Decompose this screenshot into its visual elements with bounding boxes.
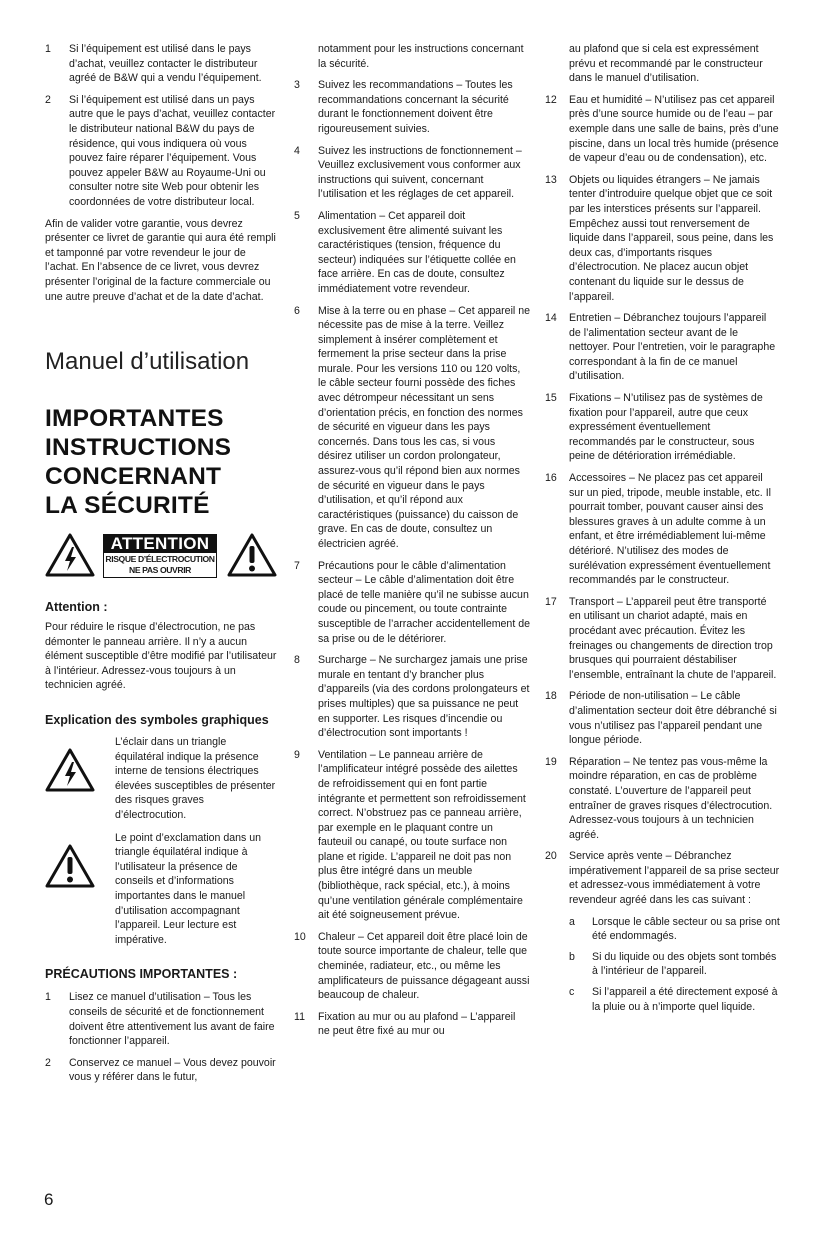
item-text: Alimentation – Cet appareil doit exclusivement être alimenté suivant les caractéristiques (tension, fréquence du secteur) indiquées sur l’étiquette collée en face arrière. En cas de doute, consultez immédiatement votre revendeur. bbox=[318, 209, 516, 295]
list-item bbox=[45, 93, 277, 210]
item-text: Conservez ce manuel – Vous devez pouvoir vous y référer dans le futur, bbox=[69, 1056, 276, 1084]
list-item bbox=[545, 173, 780, 304]
item-number: 5 bbox=[294, 209, 300, 222]
warranty-paragraph: Afin de valider votre garantie, vous devrez présenter ce livret de garantie qui aura été rempli et tamponné par votre revendeur le jour de l’achat. En l’absence de ce livret, vous devrez présenter l’original de la facture commerciale ou une autre preuve d’achat et de la date d’achat. bbox=[45, 217, 276, 303]
item-number: 1 bbox=[45, 991, 51, 1004]
symbol-lightning-explanation bbox=[45, 735, 277, 823]
manual-title: Manuel d’utilisation bbox=[45, 348, 250, 376]
list-item bbox=[294, 304, 530, 552]
symbol-exclamation-explanation bbox=[45, 831, 277, 948]
list-item bbox=[545, 689, 780, 747]
list-item bbox=[545, 755, 780, 843]
item-number: 20 bbox=[545, 850, 557, 863]
item-text: Période de non-utilisation – Le câble d’alimentation secteur doit être débranché si vous n’utilisez pas l’appareil pendant une longue période. bbox=[569, 690, 777, 747]
list-item bbox=[545, 391, 780, 464]
item-text: Suivez les instructions de fonctionnement – Veuillez exclusivement vous conformer aux instructions qui suivent, concernant l’utilisation et les réglages de cet appareil. bbox=[318, 144, 522, 201]
item-text: Mise à la terre ou en phase – Cet appareil ne nécessite pas de mise à la terre. Veillez simplement à insérer complètement et fermement la prise secteur dans la prise murale. Pour les versions 110 ou 120 volts, le câble secteur fourni possède des fiches avec détrompeur nécessitant un sens d’orientation précis, en fonction des normes de sécurité en vigueur dans les pays concernés. Dans tous les cas, si vous désirez utiliser un cordon prolongateur, assurez-vous qu’il répond bien aux normes de sécurité en vigueur dans le pays d’utilisation, et qu’il répond aux caractéristiques (puissance) du caisson de grave. En cas de doute, consultez un électricien agréé. bbox=[318, 304, 531, 550]
column-3 bbox=[545, 42, 780, 1020]
list-item bbox=[569, 915, 780, 944]
item-text: Précautions pour le câble d’alimentation secteur – Le câble d’alimentation doit être placé de telle manière qu’il ne subisse aucun coude ou pincement, ou toute contrainte susceptible de l’arracher accidentellement de sa prise ou de le détériorer. bbox=[318, 559, 530, 645]
list-item-continuation bbox=[294, 42, 530, 71]
list-item bbox=[294, 1010, 530, 1039]
item-number: b bbox=[569, 950, 575, 963]
column-1 bbox=[45, 42, 277, 1092]
lightning-warning-icon bbox=[45, 532, 95, 578]
safety-title-line: IMPORTANTES bbox=[45, 405, 224, 433]
item-number: 18 bbox=[545, 690, 557, 703]
item-number: 1 bbox=[45, 43, 51, 55]
item-number: 19 bbox=[545, 755, 557, 768]
item-text: Si du liquide ou des objets sont tombés à l’intérieur de l’appareil. bbox=[592, 950, 777, 978]
item-number: 10 bbox=[294, 930, 306, 943]
list-item bbox=[294, 209, 530, 297]
precautions-heading: PRÉCAUTIONS IMPORTANTES : bbox=[45, 967, 238, 982]
page-number: 6 bbox=[44, 1190, 54, 1209]
item-number: 4 bbox=[294, 144, 300, 157]
item-number: 16 bbox=[545, 472, 557, 485]
list-item bbox=[45, 1056, 277, 1085]
symbols-heading: Explication des symboles graphiques bbox=[45, 713, 269, 728]
item-number: 8 bbox=[294, 654, 300, 667]
item-text: Ventilation – Le panneau arrière de l’amplificateur intégré possède des ailettes de refroidissement qui en font partie intégrante et permettent son refroidissement correct. N’obstruez pas ce panneau arrière, par exemple en le plaquant contre un fauteuil ou canapé, ou toute surface non plane et rigide. L’appareil ne doit pas non plus être intégré dans un meuble (bibliothèque, rack spécial, etc.), à moins qu’une ventilation générale complémentaire ait été soigneusement prévue. bbox=[318, 748, 526, 922]
item-text: Lisez ce manuel d’utilisation – Tous les conseils de sécurité et de fonctionnement doivent être attentivement lus avant de faire fonctionner l’appareil. bbox=[69, 991, 275, 1048]
list-item bbox=[294, 559, 530, 647]
list-item bbox=[569, 985, 780, 1014]
list-item bbox=[545, 93, 780, 166]
item-number: 12 bbox=[545, 93, 557, 106]
item-text: Entretien – Débranchez toujours l’appareil de l’alimentation secteur avant de le nettoyer. Pour l’entretien, voir le paragraphe correspondant à la fin de ce manuel d’utilisation. bbox=[569, 312, 776, 383]
item-number: 11 bbox=[294, 1010, 305, 1023]
lightning-triangle-icon bbox=[45, 747, 95, 793]
item-text: Réparation – Ne tentez pas vous-même la moindre réparation, en cas de problème constaté. L’ouverture de l’appareil peut entraîner de graves risques d’électrocution. Adressez-vous toujours à un technicien agréé. bbox=[569, 755, 773, 841]
symbol-exclamation-text: Le point d’exclamation dans un triangle équilatéral indique à l’utilisateur la présence de conseils et d’informations importantes dans le manuel d’utilisation accompagnant l’appareil. Leur lecture est impérative. bbox=[115, 831, 262, 946]
list-item bbox=[294, 653, 530, 741]
list-item bbox=[294, 144, 530, 202]
symbol-lightning-text: L’éclair dans un triangle équilatéral indique la présence interne de tensions électriques élevées susceptibles de présenter des risques graves d’électrocution. bbox=[115, 736, 276, 822]
item-text: Transport – L’appareil peut être transporté en utilisant un chariot adapté, mais en procédant avec précaution. Évitez les freinages ou changements de direction trop brusques qui pourraient déstabiliser l’ensemble, entraînant la chute de l’appareil. bbox=[569, 595, 777, 681]
do-not-open-label: NE PAS OUVRIR bbox=[129, 565, 191, 576]
list-item bbox=[45, 990, 277, 1048]
list-item bbox=[545, 471, 780, 588]
item-number: 3 bbox=[294, 79, 300, 92]
list-item bbox=[545, 849, 780, 907]
list-item bbox=[294, 930, 530, 1003]
attention-label: ATTENTION bbox=[104, 535, 216, 553]
item-text: Service après vente – Débranchez impérativement l’appareil de sa prise secteur et adressez-vous immédiatement à votre revendeur agréé dans les cas suivant : bbox=[569, 850, 780, 907]
item-text: Si l’équipement est utilisé dans un pays autre que le pays d’achat, veuillez contacter le distributeur national B&W du pays de résidence, qui vous indiquera où vous pouvez faire réparer l’équipement. Vous pouvez appeler B&W au Royaume-Uni ou consulter notre site Web pour obtenir les coordonnées de votre distributeur local. bbox=[69, 93, 276, 208]
item-text: Surcharge – Ne surchargez jamais une prise murale en tentant d’y brancher plus d’appareils (via des cordons prolongateurs et prises multiples) que sa puissance ne peut en supporter. Les risques d’incendie ou d’électrocution sont importants ! bbox=[318, 654, 530, 740]
list-item bbox=[294, 78, 530, 136]
item-number: 9 bbox=[294, 748, 300, 761]
list-item bbox=[569, 950, 780, 979]
item-number: a bbox=[569, 915, 575, 928]
attention-heading: Attention : bbox=[45, 600, 108, 615]
item-number: 17 bbox=[545, 595, 557, 608]
list-item bbox=[45, 42, 277, 86]
exclamation-warning-icon bbox=[227, 532, 277, 578]
column-2 bbox=[294, 42, 530, 1046]
item-text: Fixation au mur ou au plafond – L’appareil ne peut être fixé au mur ou bbox=[318, 1010, 516, 1038]
item-text: Si l’appareil a été directement exposé à la pluie ou à n’importe quel liquide. bbox=[592, 986, 778, 1013]
item-number: 6 bbox=[294, 304, 300, 317]
safety-title-line: LA SÉCURITÉ bbox=[45, 492, 210, 520]
item-number: 14 bbox=[545, 312, 557, 325]
item-text: Objets ou liquides étrangers – Ne jamais tenter d’introduire quelque objet que ce soit par les interstices présents sur l’appareil. Empêchez aussi tout renversement de liquide dans l’appareil, sous peine, dans les deux cas, d’importants risques d’électrocution. Ne placez aucun objet contenant du liquide sur le dessus de l’appareil. bbox=[569, 173, 774, 303]
item-number: 13 bbox=[545, 173, 557, 186]
list-item bbox=[294, 748, 530, 923]
item-text: Lorsque le câble secteur ou sa prise ont été endommagés. bbox=[592, 915, 780, 943]
item-text: Accessoires – Ne placez pas cet appareil sur un pied, tripode, meuble instable, etc. Il pourrait tomber, pouvant causer ainsi des blessures graves à un adulte comme à un enfant, et être irrémédiablement lui-même détérioré. N’utilisez des modes de surélévation expressément éventuellement recommandés par le constructeur. bbox=[569, 472, 771, 587]
warning-label bbox=[45, 528, 277, 590]
item-number: 2 bbox=[45, 1056, 51, 1069]
item-text: Suivez les recommandations – Toutes les recommandations concernant la sécurité durant le fonctionnement doivent être rigoureusement suivies. bbox=[318, 79, 513, 135]
item-text: notamment pour les instructions concernant la sécurité. bbox=[318, 43, 524, 70]
attention-box bbox=[103, 534, 217, 578]
exclamation-triangle-icon bbox=[45, 843, 95, 889]
item-text: Chaleur – Cet appareil doit être placé loin de toute source importante de chaleur, telle que cheminée, radiateur, etc., ou même les amplificateurs de puissance dégageant aussi beaucoup de chaleur. bbox=[318, 930, 530, 1002]
item-text: Si l’équipement est utilisé dans le pays d’achat, veuillez contacter le distributeur agréé de B&W qui a vendu l’équipement. bbox=[69, 43, 262, 85]
item-text: au plafond que si cela est expressément prévu et recommandé par le constructeur dans le manuel d’utilisation. bbox=[569, 43, 763, 85]
item-text: Fixations – N’utilisez pas de systèmes de fixation pour l’appareil, autre que ceux expressément éventuellement recommandés par le constructeur, sous peine de détérioration irrémédiable. bbox=[569, 392, 763, 463]
item-number: c bbox=[569, 986, 575, 999]
item-number: 7 bbox=[294, 559, 300, 572]
item-number: 15 bbox=[545, 392, 557, 405]
safety-title-line: INSTRUCTIONS bbox=[45, 434, 232, 462]
attention-text: Pour réduire le risque d’électrocution, ne pas démonter le panneau arrière. Il n’y a aucun élément susceptible d’être modifié par l’utilisateur à l’intérieur. Adressez-vous toujours à un technicien agréé. bbox=[45, 621, 277, 692]
item-number: 2 bbox=[45, 93, 51, 106]
list-item bbox=[545, 311, 780, 384]
shock-risk-label: RISQUE D’ÉLECTROCUTION bbox=[105, 554, 215, 565]
safety-title bbox=[45, 404, 277, 520]
list-item bbox=[545, 595, 780, 683]
safety-title-line: CONCERNANT bbox=[45, 463, 222, 491]
list-item-continuation bbox=[545, 42, 780, 86]
item-text: Eau et humidité – N’utilisez pas cet appareil près d’une source humide ou de l’eau – par exemple dans une salle de bains, près d’une piscine, dans un local très humide (présence de vapeur d’eau ou de condensation), etc. bbox=[569, 93, 779, 165]
